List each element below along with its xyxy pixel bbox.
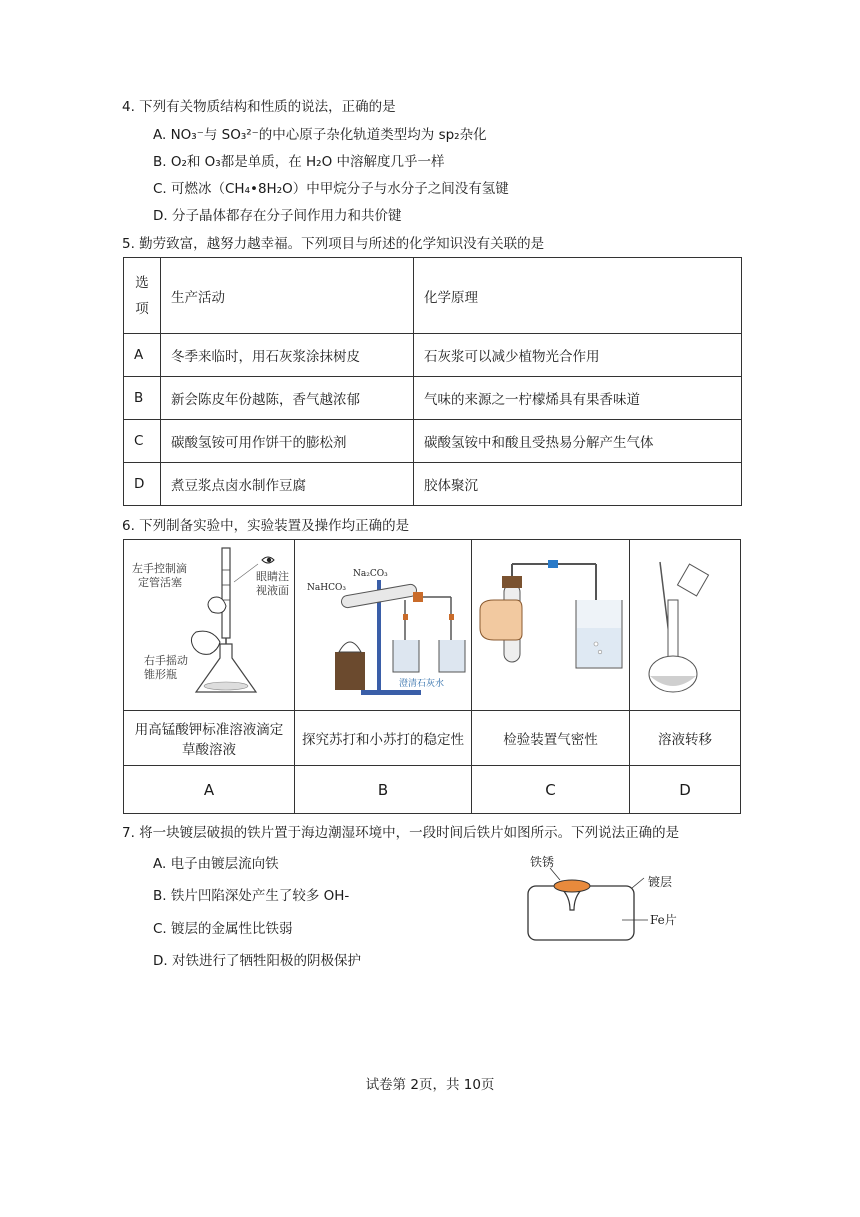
table-row <box>124 334 742 377</box>
fig-a-label: 眼睛注 <box>256 570 289 583</box>
q6-caption: 检验装置气密性 <box>472 711 630 766</box>
q5-opt: B <box>124 377 161 420</box>
fig-a-label: 右手摇动 <box>144 654 188 667</box>
q5-activity: 新会陈皮年份越陈，香气越浓郁 <box>161 377 414 420</box>
q4-option-a: A. NO₃⁻与 SO₃²⁻的中心原子杂化轨道类型均为 sp₂杂化 <box>153 127 487 143</box>
q7-option-c: C. 镀层的金属性比铁弱 <box>153 921 293 937</box>
q5-activity: 碳酸氢铵可用作饼干的膨松剂 <box>161 420 414 463</box>
q6-letter: B <box>295 766 472 814</box>
q5-header-activity: 生产活动 <box>161 258 414 334</box>
q6-figure-a <box>124 540 295 711</box>
q5-header-option: 选 项 <box>124 258 161 334</box>
fig-coating-label: 镀层 <box>648 875 673 889</box>
q5-principle: 碳酸氢铵中和酸且受热易分解产生气体 <box>414 420 742 463</box>
airtightness-check-figure <box>472 540 629 706</box>
titration-apparatus-figure <box>124 540 294 706</box>
q6-figure-d <box>630 540 741 711</box>
q4-option-d: D. 分子晶体都存在分子间作用力和共价键 <box>153 208 402 224</box>
q4-option-c: C. 可燃冰（CH₄•8H₂O）中甲烷分子与水分子之间没有氢键 <box>153 181 509 197</box>
q5-activity: 冬季来临时，用石灰浆涂抹树皮 <box>161 334 414 377</box>
fig-b-label: Na₂CO₃ <box>353 569 388 579</box>
fig-b-label: 澄清石灰水 <box>399 679 445 689</box>
table-row <box>124 463 742 506</box>
q5-header-principle: 化学原理 <box>414 258 742 334</box>
solution-transfer-figure <box>630 540 740 706</box>
q5-opt: D <box>124 463 161 506</box>
q7-option-d: D. 对铁进行了牺牲阳极的阴极保护 <box>153 953 361 969</box>
fig-a-label: 视液面 <box>256 584 289 597</box>
q4-stem: 4. 下列有关物质结构和性质的说法，正确的是 <box>122 99 396 115</box>
q6-figure-c <box>472 540 630 711</box>
q6-caption: 用高锰酸钾标准溶液滴定草酸溶液 <box>124 711 295 766</box>
q6-letter: C <box>472 766 630 814</box>
table-row <box>124 420 742 463</box>
q6-letter: D <box>630 766 741 814</box>
fig-a-label: 锥形瓶 <box>144 668 177 681</box>
fig-a-label: 左手控制滴 <box>132 562 187 575</box>
q6-letter: A <box>124 766 295 814</box>
table-row <box>124 377 742 420</box>
q7-option-a: A. 电子由镀层流向铁 <box>153 856 279 872</box>
page-footer: 试卷第 2页，共 10页 <box>365 1077 495 1093</box>
q5-principle: 石灰浆可以减少植物光合作用 <box>414 334 742 377</box>
q5-stem: 5. 勤劳致富，越努力越幸福。下列项目与所述的化学知识没有关联的是 <box>122 236 545 252</box>
fig-a-label: 定管活塞 <box>138 576 182 589</box>
q6-stem: 6. 下列制备实验中，实验装置及操作均正确的是 <box>122 518 410 534</box>
fig-fe-label: Fe片 <box>650 913 677 927</box>
q6-caption: 探究苏打和小苏打的稳定性 <box>295 711 472 766</box>
fig-b-label: NaHCO₃ <box>307 583 346 593</box>
q5-opt: A <box>124 334 161 377</box>
q4-option-b: B. O₂和 O₃都是单质，在 H₂O 中溶解度几乎一样 <box>153 154 445 170</box>
q6-figure-b <box>295 540 472 711</box>
thermal-stability-apparatus-figure <box>295 540 471 706</box>
q5-opt: C <box>124 420 161 463</box>
q7-stem: 7. 将一块镀层破损的铁片置于海边潮湿环境中，一段时间后铁片如图所示。下列说法正确的是 <box>122 825 680 841</box>
q5-table <box>123 257 742 506</box>
q7-option-b: B. 铁片凹陷深处产生了较多 OH- <box>153 888 350 904</box>
q5-activity: 煮豆浆点卤水制作豆腐 <box>161 463 414 506</box>
q5-principle: 气味的来源之一柠檬烯具有果香味道 <box>414 377 742 420</box>
corroded-iron-plate-figure <box>520 850 690 950</box>
q6-table <box>123 539 741 814</box>
q6-caption: 溶液转移 <box>630 711 741 766</box>
q5-principle: 胶体聚沉 <box>414 463 742 506</box>
fig-rust-label: 铁锈 <box>530 855 555 869</box>
